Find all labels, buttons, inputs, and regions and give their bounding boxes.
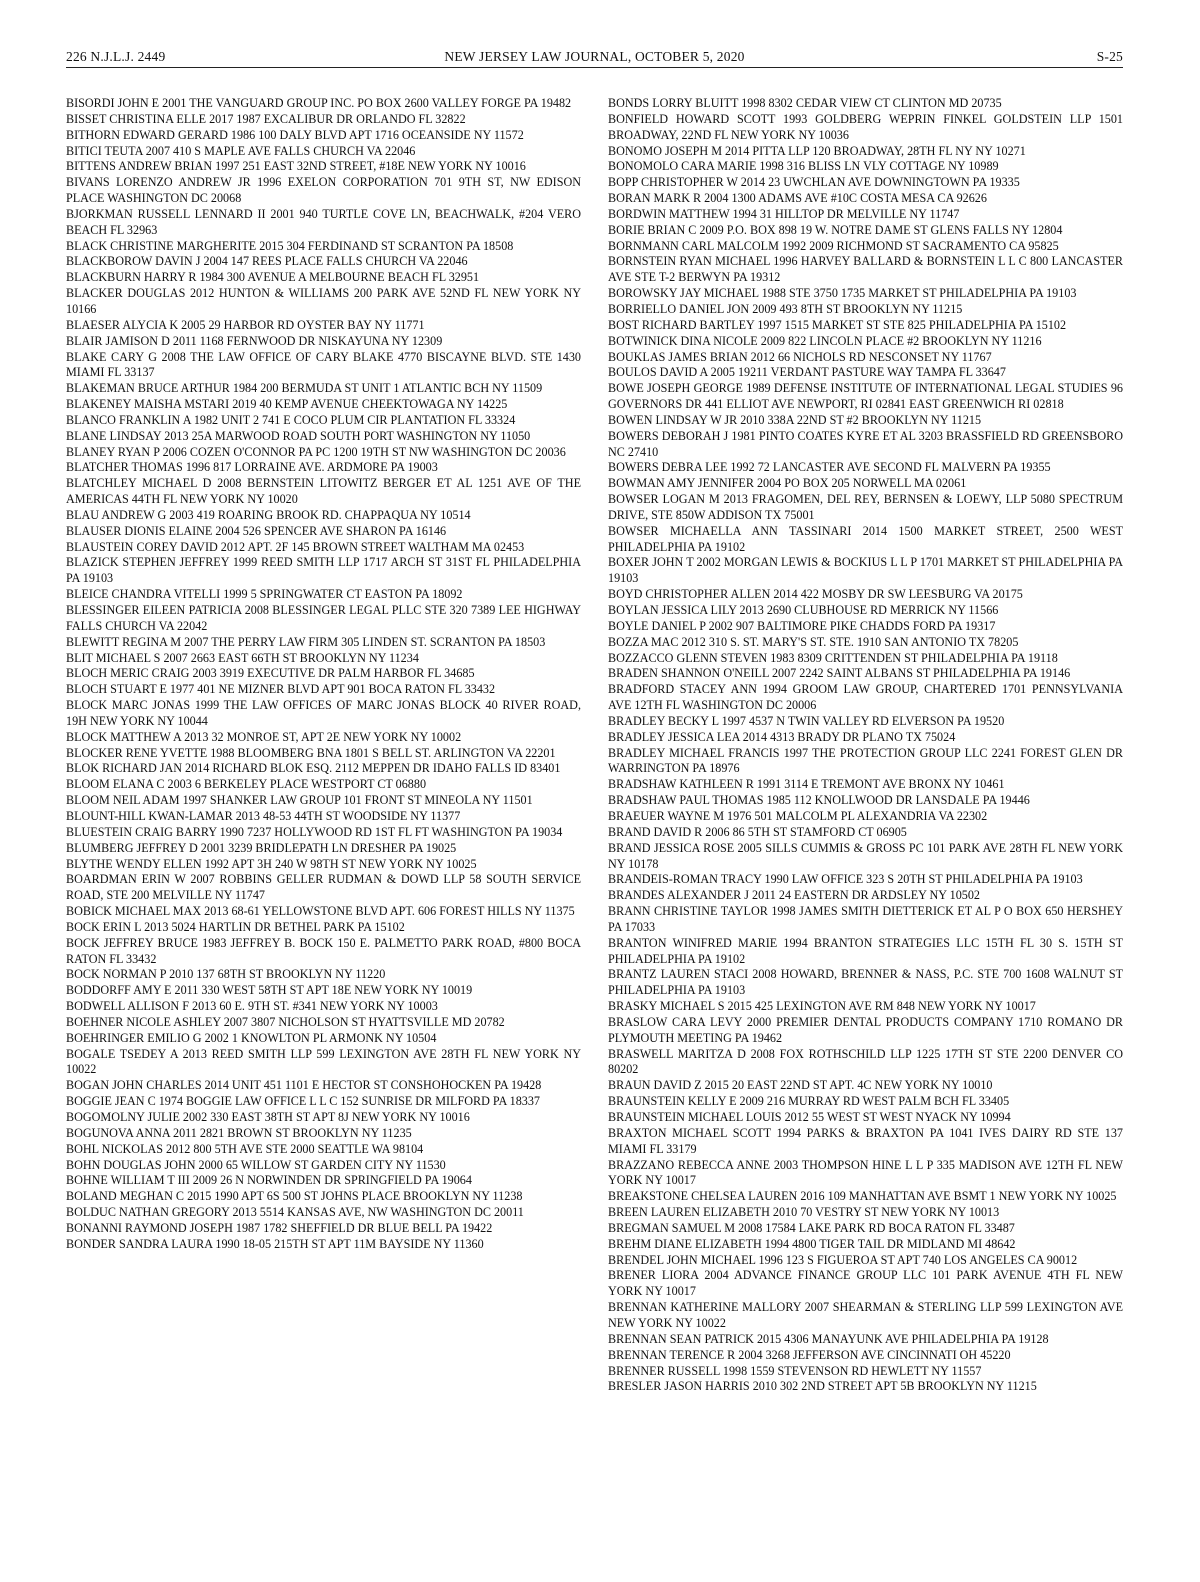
directory-entry: BOWSER MICHAELLA ANN TASSINARI 2014 1500 MARKET STREET, 2500 WEST PHILADELPHIA PA 19102 (608, 523, 1123, 554)
directory-entry: BOYLE DANIEL P 2002 907 BALTIMORE PIKE CHADDS FORD PA 19317 (608, 618, 996, 633)
directory-entry: BRANTZ LAUREN STACI 2008 HOWARD, BRENNER & NASS, P.C. STE 700 1608 WALNUT ST PHILADELPHIA PA 19103 (608, 967, 1123, 998)
directory-entry: BRENER LIORA 2004 ADVANCE FINANCE GROUP LLC 101 PARK AVENUE 4TH FL NEW YORK NY 10017 (608, 1268, 1123, 1299)
directory-entry: BRANTON WINIFRED MARIE 1994 BRANTON STRATEGIES LLC 15TH FL 30 S. 15TH ST PHILADELPHIA PA 19102 (608, 935, 1123, 966)
directory-entry: BOWERS DEBRA LEE 1992 72 LANCASTER AVE SECOND FL MALVERN PA 19355 (608, 460, 1051, 475)
directory-entry: BONFIELD HOWARD SCOTT 1993 GOLDBERG WEPRIN FINKEL GOLDSTEIN LLP 1501 BROADWAY, 22ND FL NEW YORK NY 10036 (608, 111, 1123, 142)
directory-entry: BISORDI JOHN E 2001 THE VANGUARD GROUP INC. PO BOX 2600 VALLEY FORGE PA 19482 (66, 96, 572, 110)
directory-entry: BRADLEY JESSICA LEA 2014 4313 BRADY DR PLANO TX 75024 (608, 729, 956, 744)
directory-entry: BRASKY MICHAEL S 2015 425 LEXINGTON AVE RM 848 NEW YORK NY 10017 (608, 999, 1036, 1014)
directory-entry: BIVANS LORENZO ANDREW JR 1996 EXELON CORPORATION 701 9TH ST, NW EDISON PLACE WASHINGTON DC 20068 (66, 175, 581, 206)
page-citation: 226 N.J.L.J. 2449 (66, 49, 166, 64)
directory-entry: BITHORN EDWARD GERARD 1986 100 DALY BLVD APT 1716 OCEANSIDE NY 11572 (66, 127, 524, 142)
directory-entry: BOEHNER NICOLE ASHLEY 2007 3807 NICHOLSON ST HYATTSVILLE MD 20782 (66, 1014, 505, 1029)
directory-entry: BRASLOW CARA LEVY 2000 PREMIER DENTAL PRODUCTS COMPANY 1710 ROMANO DR PLYMOUTH MEETING PA 19462 (608, 1014, 1123, 1045)
directory-entry: BORNMANN CARL MALCOLM 1992 2009 RICHMOND ST SACRAMENTO CA 95825 (608, 238, 1059, 253)
directory-entry: BORIE BRIAN C 2009 P.O. BOX 898 19 W. NOTRE DAME ST GLENS FALLS NY 12804 (608, 222, 1063, 237)
directory-entry: BLAU ANDREW G 2003 419 ROARING BROOK RD. CHAPPAQUA NY 10514 (66, 507, 471, 522)
directory-entry: BOZZA MAC 2012 310 S. ST. MARY'S ST. STE. 1910 SAN ANTONIO TX 78205 (608, 634, 1019, 649)
directory-entry: BRADEN SHANNON O'NEILL 2007 2242 SAINT ALBANS ST PHILADELPHIA PA 19146 (608, 666, 1071, 681)
directory-entry: BRADLEY BECKY L 1997 4537 N TWIN VALLEY RD ELVERSON PA 19520 (608, 713, 1005, 728)
directory-entry: BRADSHAW KATHLEEN R 1991 3114 E TREMONT AVE BRONX NY 10461 (608, 777, 1005, 792)
directory-entry: BREAKSTONE CHELSEA LAUREN 2016 109 MANHATTAN AVE BSMT 1 NEW YORK NY 10025 (608, 1189, 1117, 1204)
directory-entry: BOROWSKY JAY MICHAEL 1988 STE 3750 1735 MARKET ST PHILADELPHIA PA 19103 (608, 286, 1077, 301)
directory-entry: BONDER SANDRA LAURA 1990 18-05 215TH ST APT 11M BAYSIDE NY 11360 (66, 1236, 484, 1251)
directory-entry: BRAXTON MICHAEL SCOTT 1994 PARKS & BRAXTON PA 1041 IVES DAIRY RD STE 137 MIAMI FL 33179 (608, 1125, 1123, 1156)
directory-entry: BOWE JOSEPH GEORGE 1989 DEFENSE INSTITUTE OF INTERNATIONAL LEGAL STUDIES 96 GOVERNORS DR 441 ELLIOT AVE NEWPORT, RI 02841 EAST GREENWICH RI 02818 (608, 381, 1123, 412)
directory-entry: BRANDEIS-ROMAN TRACY 1990 LAW OFFICE 323 S 20TH ST PHILADELPHIA PA 19103 (608, 872, 1083, 887)
directory-entry: BOXER JOHN T 2002 MORGAN LEWIS & BOCKIUS L L P 1701 MARKET ST PHILADELPHIA PA 19103 (608, 555, 1123, 586)
directory-entry: BRENDEL JOHN MICHAEL 1996 123 S FIGUEROA ST APT 740 LOS ANGELES CA 90012 (608, 1252, 1078, 1267)
directory-entry: BLEICE CHANDRA VITELLI 1999 5 SPRINGWATER CT EASTON PA 18092 (66, 587, 463, 602)
directory-entry: BRANN CHRISTINE TAYLOR 1998 JAMES SMITH DIETTERICK ET AL P O BOX 650 HERSHEY PA 17033 (608, 904, 1123, 934)
directory-entry: BLACKER DOUGLAS 2012 HUNTON & WILLIAMS 200 PARK AVE 52ND FL NEW YORK NY 10166 (66, 286, 581, 316)
directory-entry: BORDWIN MATTHEW 1994 31 HILLTOP DR MELVILLE NY 11747 (608, 206, 960, 221)
directory-entry: BOARDMAN ERIN W 2007 ROBBINS GELLER RUDMAN & DOWD LLP 58 SOUTH SERVICE ROAD, STE 200 MELVILLE NY 11747 (66, 872, 581, 903)
directory-entry: BLOOM ELANA C 2003 6 BERKELEY PLACE WESTPORT CT 06880 (66, 777, 427, 792)
left-column (66, 96, 581, 1253)
directory-entry: BLAIR JAMISON D 2011 1168 FERNWOOD DR NISKAYUNA NY 12309 (66, 333, 443, 348)
directory-entry: BREEN LAUREN ELIZABETH 2010 70 VESTRY ST NEW YORK NY 10013 (608, 1205, 1000, 1220)
directory-entry: BONOMOLO CARA MARIE 1998 316 BLISS LN VLY COTTAGE NY 10989 (608, 159, 999, 174)
directory-entry: BRAUN DAVID Z 2015 20 EAST 22ND ST APT. 4C NEW YORK NY 10010 (608, 1078, 993, 1093)
directory-entry: BLUESTEIN CRAIG BARRY 1990 7237 HOLLYWOOD RD 1ST FL FT WASHINGTON PA 19034 (66, 824, 563, 839)
directory-entry: BLATCHER THOMAS 1996 817 LORRAINE AVE. ARDMORE PA 19003 (66, 460, 438, 475)
directory-entry: BOTWINICK DINA NICOLE 2009 822 LINCOLN PLACE #2 BROOKLYN NY 11216 (608, 333, 1042, 348)
directory-entry: BLAKENEY MAISHA MSTARI 2019 40 KEMP AVENUE CHEEKTOWAGA NY 14225 (66, 397, 508, 412)
directory-entry: BRAEUER WAYNE M 1976 501 MALCOLM PL ALEXANDRIA VA 22302 (608, 808, 988, 823)
directory-entry: BRENNAN TERENCE R 2004 3268 JEFFERSON AVE CINCINNATI OH 45220 (608, 1347, 1011, 1362)
directory-entry: BOGAN JOHN CHARLES 2014 UNIT 451 1101 E HECTOR ST CONSHOHOCKEN PA 19428 (66, 1078, 542, 1093)
directory-entry: BLESSINGER EILEEN PATRICIA 2008 BLESSINGER LEGAL PLLC STE 320 7389 LEE HIGHWAY FALLS CHURCH VA 22042 (66, 603, 581, 633)
directory-entry: BOLDUC NATHAN GREGORY 2013 5514 KANSAS AVE, NW WASHINGTON DC 20011 (66, 1205, 524, 1220)
directory-entry: BODWELL ALLISON F 2013 60 E. 9TH ST. #341 NEW YORK NY 10003 (66, 999, 438, 1014)
directory-entry: BOBICK MICHAEL MAX 2013 68-61 YELLOWSTONE BLVD APT. 606 FOREST HILLS NY 11375 (66, 904, 575, 919)
directory-entry: BLOUNT-HILL KWAN-LAMAR 2013 48-53 44TH ST WOODSIDE NY 11377 (66, 808, 461, 823)
directory-entry: BLOCK MATTHEW A 2013 32 MONROE ST, APT 2E NEW YORK NY 10002 (66, 729, 462, 744)
directory-entry: BLAKE CARY G 2008 THE LAW OFFICE OF CARY BLAKE 4770 BISCAYNE BLVD. STE 1430 MIAMI FL 33137 (66, 349, 581, 380)
directory-entry: BLAKEMAN BRUCE ARTHUR 1984 200 BERMUDA ST UNIT 1 ATLANTIC BCH NY 11509 (66, 381, 543, 396)
directory-entry: BLYTHE WENDY ELLEN 1992 APT 3H 240 W 98TH ST NEW YORK NY 10025 (66, 856, 477, 871)
directory-entry: BRAND DAVID R 2006 86 5TH ST STAMFORD CT 06905 (608, 824, 907, 839)
directory-entry: BOGUNOVA ANNA 2011 2821 BROWN ST BROOKLYN NY 11235 (66, 1125, 412, 1140)
page-number: S-25 (1096, 49, 1123, 64)
directory-entry: BOYLAN JESSICA LILY 2013 2690 CLUBHOUSE RD MERRICK NY 11566 (608, 603, 999, 617)
directory-entry: BREHM DIANE ELIZABETH 1994 4800 TIGER TAIL DR MIDLAND MI 48642 (608, 1236, 1016, 1251)
directory-entry: BRADLEY MICHAEL FRANCIS 1997 THE PROTECTION GROUP LLC 2241 FOREST GLEN DR WARRINGTON PA 18976 (608, 745, 1123, 776)
directory-entry: BLAUSER DIONIS ELAINE 2004 526 SPENCER AVE SHARON PA 16146 (66, 523, 447, 538)
directory-entry: BOWMAN AMY JENNIFER 2004 PO BOX 205 NORWELL MA 02061 (608, 476, 967, 491)
page-header (66, 47, 1123, 68)
directory-entry: BREGMAN SAMUEL M 2008 17584 LAKE PARK RD BOCA RATON FL 33487 (608, 1220, 1015, 1235)
directory-entry: BLANEY RYAN P 2006 COZEN O'CONNOR PA PC 1200 19TH ST NW WASHINGTON DC 20036 (66, 444, 566, 459)
directory-entry: BOULOS DAVID A 2005 19211 VERDANT PASTURE WAY TAMPA FL 33647 (608, 365, 1006, 380)
directory-entry: BRAND JESSICA ROSE 2005 SILLS CUMMIS & GROSS PC 101 PARK AVE 28TH FL NEW YORK NY 10178 (608, 840, 1123, 871)
directory-entry: BLAESER ALYCIA K 2005 29 HARBOR RD OYSTER BAY NY 11771 (66, 317, 425, 332)
directory-entry: BOHNE WILLIAM T III 2009 26 N NORWINDEN DR SPRINGFIELD PA 19064 (66, 1173, 472, 1188)
directory-entry: BOST RICHARD BARTLEY 1997 1515 MARKET ST STE 825 PHILADELPHIA PA 15102 (608, 317, 1067, 332)
directory-entry: BONOMO JOSEPH M 2014 PITTA LLP 120 BROADWAY, 28TH FL NY NY 10271 (608, 143, 1026, 158)
directory-entry: BITICI TEUTA 2007 410 S MAPLE AVE FALLS CHURCH VA 22046 (66, 143, 416, 158)
directory-entry: BLOCH MERIC CRAIG 2003 3919 EXECUTIVE DR PALM HARBOR FL 34685 (66, 666, 475, 681)
directory-entry: BRADFORD STACEY ANN 1994 GROOM LAW GROUP, CHARTERED 1701 PENNSYLVANIA AVE 12TH FL WASHINGTON DC 20006 (608, 682, 1123, 713)
directory-entry: BISSET CHRISTINA ELLE 2017 1987 EXCALIBUR DR ORLANDO FL 32822 (66, 111, 466, 126)
directory-entry: BLOK RICHARD JAN 2014 RICHARD BLOK ESQ. 2112 MEPPEN DR IDAHO FALLS ID 83401 (66, 761, 561, 776)
directory-entry: BITTENS ANDREW BRIAN 1997 251 EAST 32ND STREET, #18E NEW YORK NY 10016 (66, 159, 526, 174)
directory-entry: BOWSER LOGAN M 2013 FRAGOMEN, DEL REY, BERNSEN & LOEWY, LLP 5080 SPECTRUM DRIVE, STE 850W ADDISON TX 75001 (608, 492, 1123, 522)
directory-entry: BORAN MARK R 2004 1300 ADAMS AVE #10C COSTA MESA CA 92626 (608, 191, 987, 206)
directory-entry: BLOCH STUART E 1977 401 NE MIZNER BLVD APT 901 BOCA RATON FL 33432 (66, 682, 496, 697)
directory-entry: BOWERS DEBORAH J 1981 PINTO COATES KYRE ET AL 3203 BRASSFIELD RD GREENSBORO NC 27410 (608, 428, 1123, 459)
directory-entry: BLOOM NEIL ADAM 1997 SHANKER LAW GROUP 101 FRONT ST MINEOLA NY 11501 (66, 793, 533, 808)
directory-entry: BOGOMOLNY JULIE 2002 330 EAST 38TH ST APT 8J NEW YORK NY 10016 (66, 1110, 470, 1124)
directory-entry: BRENNAN SEAN PATRICK 2015 4306 MANAYUNK AVE PHILADELPHIA PA 19128 (608, 1331, 1049, 1346)
directory-entry: BOLAND MEGHAN C 2015 1990 APT 6S 500 ST JOHNS PLACE BROOKLYN NY 11238 (66, 1189, 523, 1204)
directory-entry: BOCK ERIN L 2013 5024 HARTLIN DR BETHEL PARK PA 15102 (66, 919, 405, 934)
directory-entry: BRANDES ALEXANDER J 2011 24 EASTERN DR ARDSLEY NY 10502 (608, 888, 980, 903)
directory-entry: BLACKBOROW DAVIN J 2004 147 REES PLACE FALLS CHURCH VA 22046 (66, 254, 468, 269)
directory-entry: BLIT MICHAEL S 2007 2663 EAST 66TH ST BROOKLYN NY 11234 (66, 650, 419, 665)
directory-entry: BLOCKER RENE YVETTE 1988 BLOOMBERG BNA 1801 S BELL ST. ARLINGTON VA 22201 (66, 745, 556, 760)
directory-entry: BRAZZANO REBECCA ANNE 2003 THOMPSON HINE L L P 335 MADISON AVE 12TH FL NEW YORK NY 10017 (608, 1157, 1123, 1188)
directory-entry: BOHN DOUGLAS JOHN 2000 65 WILLOW ST GARDEN CITY NY 11530 (66, 1157, 446, 1172)
directory-entry: BLATCHLEY MICHAEL D 2008 BERNSTEIN LITOWITZ BERGER ET AL 1251 AVE OF THE AMERICAS 44TH FL NEW YORK NY 10020 (66, 476, 581, 507)
directory-entry: BOCK NORMAN P 2010 137 68TH ST BROOKLYN NY 11220 (66, 967, 386, 982)
directory-entry: BLACKBURN HARRY R 1984 300 AVENUE A MELBOURNE BEACH FL 32951 (66, 270, 480, 285)
publication-title: NEW JERSEY LAW JOURNAL, OCTOBER 5, 2020 (444, 49, 745, 64)
directory-entry: BOEHRINGER EMILIO G 2002 1 KNOWLTON PL ARMONK NY 10504 (66, 1030, 437, 1045)
directory-entry: BLACK CHRISTINE MARGHERITE 2015 304 FERDINAND ST SCRANTON PA 18508 (66, 238, 514, 253)
directory-entry: BOCK JEFFREY BRUCE 1983 JEFFREY B. BOCK 150 E. PALMETTO PARK ROAD, #800 BOCA RATON FL 33432 (66, 935, 581, 966)
directory-entry: BRESLER JASON HARRIS 2010 302 2ND STREET APT 5B BROOKLYN NY 11215 (608, 1379, 1037, 1394)
directory-entry: BLOCK MARC JONAS 1999 THE LAW OFFICES OF MARC JONAS BLOCK 40 RIVER ROAD, 19H NEW YORK NY 10044 (66, 698, 581, 728)
directory-entry: BOGALE TSEDEY A 2013 REED SMITH LLP 599 LEXINGTON AVE 28TH FL NEW YORK NY 10022 (66, 1046, 581, 1077)
directory-entry: BONANNI RAYMOND JOSEPH 1987 1782 SHEFFIELD DR BLUE BELL PA 19422 (66, 1220, 493, 1235)
directory-entry: BORRIELLO DANIEL JON 2009 493 8TH ST BROOKLYN NY 11215 (608, 301, 963, 316)
directory-entry: BOWEN LINDSAY W JR 2010 338A 22ND ST #2 BROOKLYN NY 11215 (608, 412, 982, 427)
directory-entry: BJORKMAN RUSSELL LENNARD II 2001 940 TURTLE COVE LN, BEACHWALK, #204 VERO BEACH FL 32963 (66, 206, 581, 237)
directory-entry: BRASWELL MARITZA D 2008 FOX ROTHSCHILD LLP 1225 17TH ST STE 2200 DENVER CO 80202 (608, 1046, 1123, 1077)
directory-entry: BLUMBERG JEFFREY D 2001 3239 BRIDLEPATH LN DRESHER PA 19025 (66, 840, 457, 855)
directory-entry: BLANE LINDSAY 2013 25A MARWOOD ROAD SOUTH PORT WASHINGTON NY 11050 (66, 428, 531, 443)
directory-entry: BONDS LORRY BLUITT 1998 8302 CEDAR VIEW CT CLINTON MD 20735 (608, 96, 1002, 110)
directory-entry: BORNSTEIN RYAN MICHAEL 1996 HARVEY BALLARD & BORNSTEIN L L C 800 LANCASTER AVE STE T-2 BERWYN PA 19312 (608, 254, 1123, 285)
directory-entry: BRADSHAW PAUL THOMAS 1985 112 KNOLLWOOD DR LANSDALE PA 19446 (608, 793, 1030, 808)
directory-entry: BRAUNSTEIN MICHAEL LOUIS 2012 55 WEST ST WEST NYACK NY 10994 (608, 1110, 1011, 1124)
directory-entry: BRENNAN KATHERINE MALLORY 2007 SHEARMAN & STERLING LLP 599 LEXINGTON AVE NEW YORK NY 10022 (608, 1300, 1123, 1330)
directory-entry: BLANCO FRANKLIN A 1982 UNIT 2 741 E COCO PLUM CIR PLANTATION FL 33324 (66, 412, 516, 427)
directory-entry: BOUKLAS JAMES BRIAN 2012 66 NICHOLS RD NESCONSET NY 11767 (608, 349, 992, 364)
directory-entry: BODDORFF AMY E 2011 330 WEST 58TH ST APT 18E NEW YORK NY 10019 (66, 983, 473, 998)
directory-entry: BLAZICK STEPHEN JEFFREY 1999 REED SMITH LLP 1717 ARCH ST 31ST FL PHILADELPHIA PA 19103 (66, 555, 581, 586)
directory-entry: BOZZACCO GLENN STEVEN 1983 8309 CRITTENDEN ST PHILADELPHIA PA 19118 (608, 650, 1058, 665)
directory-entry: BRAUNSTEIN KELLY E 2009 216 MURRAY RD WEST PALM BCH FL 33405 (608, 1094, 1010, 1109)
directory-entry: BOGGIE JEAN C 1974 BOGGIE LAW OFFICE L L C 152 SUNRISE DR MILFORD PA 18337 (66, 1094, 541, 1109)
directory-entry: BLEWITT REGINA M 2007 THE PERRY LAW FIRM 305 LINDEN ST. SCRANTON PA 18503 (66, 634, 546, 649)
directory-entry: BOHL NICKOLAS 2012 800 5TH AVE STE 2000 SEATTLE WA 98104 (66, 1141, 424, 1156)
directory-entry: BLAUSTEIN COREY DAVID 2012 APT. 2F 145 BROWN STREET WALTHAM MA 02453 (66, 539, 525, 554)
directory-entry: BOPP CHRISTOPHER W 2014 23 UWCHLAN AVE DOWNINGTOWN PA 19335 (608, 175, 1020, 190)
directory-entry: BOYD CHRISTOPHER ALLEN 2014 422 MOSBY DR SW LEESBURG VA 20175 (608, 587, 1023, 602)
directory-entry: BRENNER RUSSELL 1998 1559 STEVENSON RD HEWLETT NY 11557 (608, 1363, 982, 1378)
right-column (608, 96, 1123, 1395)
